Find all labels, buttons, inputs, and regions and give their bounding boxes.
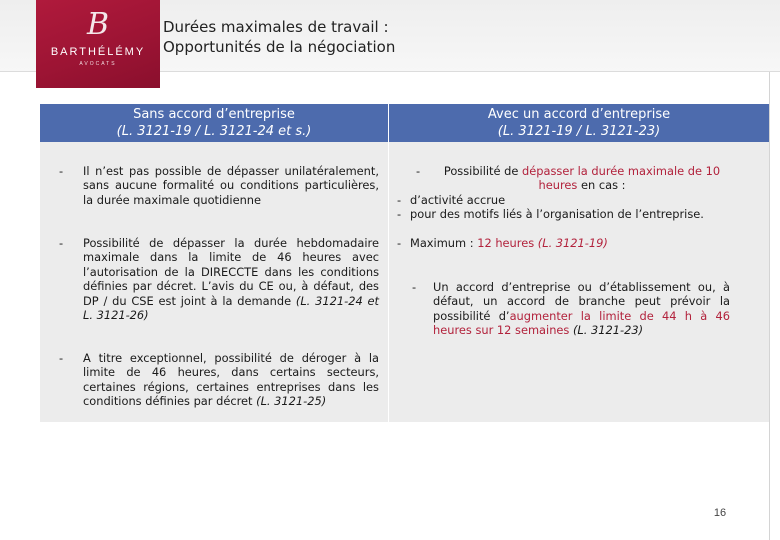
list-item bbox=[433, 164, 731, 193]
list-bullet: - bbox=[397, 207, 402, 221]
list-item bbox=[410, 236, 730, 250]
list-bullet: - bbox=[59, 351, 64, 365]
list-item-text: Possibilité de bbox=[443, 164, 523, 178]
left-header-title: Sans accord d’entreprise bbox=[133, 107, 295, 122]
list-bullet: - bbox=[59, 164, 64, 178]
list-item: d’activité accrue bbox=[410, 193, 506, 207]
right-column-header bbox=[389, 104, 769, 142]
page-number: 16 bbox=[713, 507, 727, 519]
right-header-reference: (L. 3121-19 / L. 3121-23) bbox=[497, 124, 661, 139]
right-header-title: Avec un accord d’entreprise bbox=[487, 107, 671, 122]
slide-title-line1: Durées maximales de travail : bbox=[163, 18, 389, 36]
list-bullet: - bbox=[397, 193, 402, 207]
legal-reference: (L. 3121-25) bbox=[256, 394, 327, 409]
right-column-body bbox=[389, 142, 769, 422]
logo bbox=[36, 0, 160, 88]
list-item bbox=[433, 280, 730, 338]
list-bullet: - bbox=[59, 236, 64, 250]
left-column-body bbox=[40, 142, 388, 422]
left-header-reference: (L. 3121-19 / L. 3121-24 et s.) bbox=[116, 124, 312, 139]
list-item-text: Maximum : bbox=[410, 236, 478, 250]
list-item-text: Il n’est pas possible de dépasser unilatéralement, sans aucune formalité ou conditions particulières, la durée maximale quotidienne bbox=[83, 164, 379, 207]
logo-name: BARTHÉLÉMY bbox=[50, 46, 146, 58]
list-item: pour des motifs liés à l’organisation de l’entreprise. bbox=[410, 207, 704, 221]
list-bullet: - bbox=[416, 164, 421, 178]
legal-reference: (L. 3121-19) bbox=[534, 236, 608, 250]
highlight-text: augmenter la limite de 44 h à 46 heures sur 12 semaines bbox=[433, 308, 731, 338]
highlight-text: 12 heures bbox=[477, 236, 535, 250]
list-item-text: A titre exceptionnel, possibilité de déroger à la limite de 46 heures, dans certains secteurs, certaines régions, certaines entreprises dans les conditions définies par décret bbox=[83, 351, 379, 409]
list-item bbox=[83, 164, 379, 207]
list-item bbox=[83, 236, 379, 322]
list-bullet: - bbox=[412, 280, 417, 294]
list-item-text: en cas : bbox=[577, 178, 626, 193]
legal-reference: (L. 3121-24 et L. 3121-26) bbox=[83, 293, 379, 323]
highlight-text: dépasser la durée maximale de 10 heures bbox=[522, 164, 721, 193]
list-item-text: Un accord d’entreprise ou d’établissement ou, à défaut, un accord de branche peut prévoir la possibilité d’ bbox=[433, 280, 730, 323]
logo-subtitle: AVOCATS bbox=[79, 61, 117, 67]
list-bullet: - bbox=[397, 236, 402, 250]
logo-mark: B bbox=[86, 7, 110, 42]
slide-title bbox=[163, 17, 395, 57]
list-item-text: Possibilité de dépasser la durée hebdomadaire maximale dans la limite de 46 heures avec l’autorisation de la DIRECCTE dans les conditions définies par décret. L’avis du CE ou, à défaut, des DP / du CSE est joint à la demande bbox=[83, 236, 379, 308]
list-item bbox=[83, 351, 379, 409]
right-border bbox=[769, 72, 770, 540]
slide-title-line2: Opportunités de la négociation bbox=[163, 38, 396, 56]
legal-reference: (L. 3121-23) bbox=[569, 323, 644, 338]
comparison-table bbox=[40, 104, 769, 422]
left-column-header bbox=[40, 104, 388, 142]
